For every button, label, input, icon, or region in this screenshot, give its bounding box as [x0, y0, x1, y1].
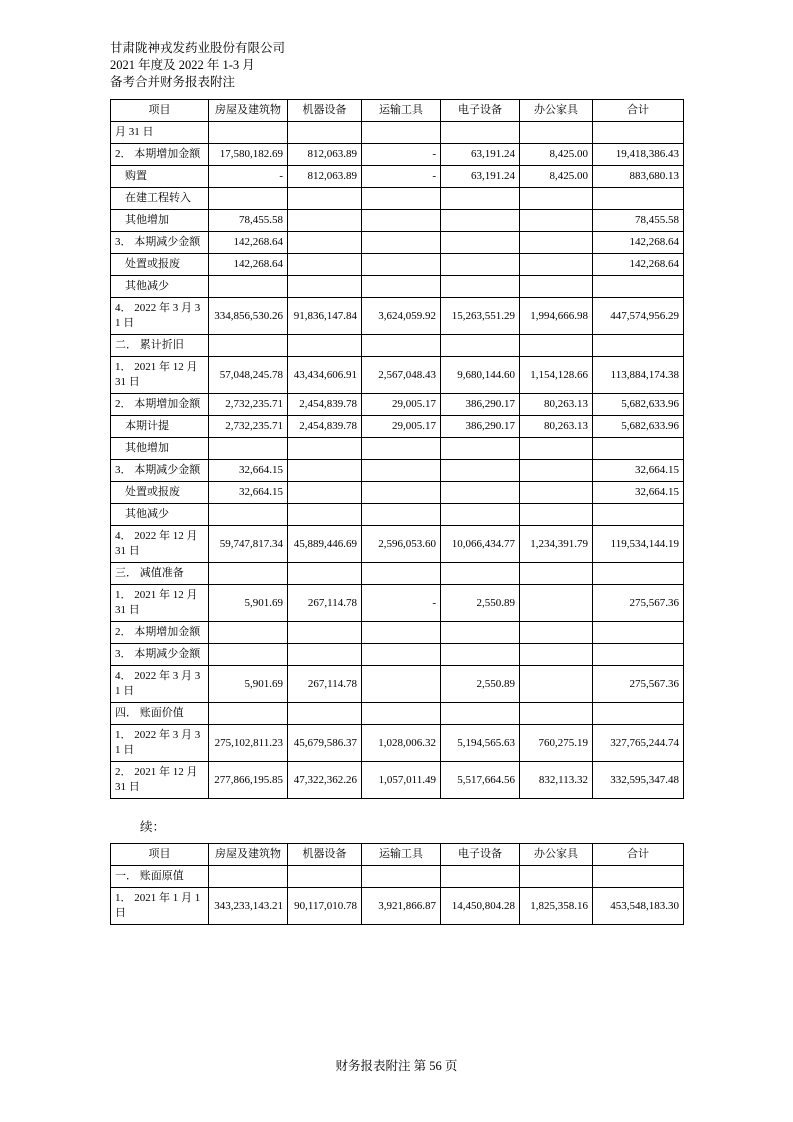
row-value	[593, 703, 684, 725]
row-value: 29,005.17	[362, 416, 441, 438]
row-value	[288, 504, 362, 526]
row-value	[520, 122, 593, 144]
row-value: 343,233,143.21	[209, 888, 288, 925]
table-row	[111, 526, 684, 563]
row-value	[520, 666, 593, 703]
table-row	[111, 335, 684, 357]
fixed-assets-table-part2	[110, 843, 684, 925]
col-header-machinery: 机器设备	[288, 844, 362, 866]
row-label: 三． 减值准备	[111, 563, 209, 585]
row-value	[362, 622, 441, 644]
row-value	[593, 622, 684, 644]
row-label: 二． 累计折旧	[111, 335, 209, 357]
row-value	[362, 666, 441, 703]
row-value	[362, 210, 441, 232]
row-value: 78,455.58	[209, 210, 288, 232]
row-value: 91,836,147.84	[288, 298, 362, 335]
table-row	[111, 122, 684, 144]
row-value	[209, 563, 288, 585]
row-label: 2． 2021 年 12 月 31 日	[111, 762, 209, 799]
row-value	[593, 122, 684, 144]
row-value	[209, 703, 288, 725]
row-value	[441, 232, 520, 254]
row-value	[520, 482, 593, 504]
table-row	[111, 394, 684, 416]
row-label: 本期计提	[111, 416, 209, 438]
row-label: 4． 2022 年 3 月 31 日	[111, 298, 209, 335]
continued-label: 续：	[140, 820, 166, 834]
row-value: 332,595,347.48	[593, 762, 684, 799]
row-value: 142,268.64	[593, 232, 684, 254]
row-value	[362, 335, 441, 357]
row-value	[362, 563, 441, 585]
row-value: 1,825,358.16	[520, 888, 593, 925]
table-row	[111, 144, 684, 166]
row-value: 1,028,006.32	[362, 725, 441, 762]
table-row	[111, 188, 684, 210]
row-label: 购置	[111, 166, 209, 188]
row-label: 3． 本期减少金额	[111, 232, 209, 254]
row-label: 其他增加	[111, 438, 209, 460]
row-value: 267,114.78	[288, 585, 362, 622]
row-value: 142,268.64	[593, 254, 684, 276]
row-value: 142,268.64	[209, 254, 288, 276]
row-value	[441, 276, 520, 298]
row-value	[209, 622, 288, 644]
row-value: 45,679,586.37	[288, 725, 362, 762]
row-value: 334,856,530.26	[209, 298, 288, 335]
row-value	[441, 644, 520, 666]
row-value: 812,063.89	[288, 166, 362, 188]
row-value	[362, 703, 441, 725]
report-period: 2021 年度及 2022 年 1-3 月	[110, 58, 255, 72]
row-value: 9,680,144.60	[441, 357, 520, 394]
table-row	[111, 666, 684, 703]
row-value: 453,548,183.30	[593, 888, 684, 925]
company-name: 甘肃陇神戎发药业股份有限公司	[110, 41, 286, 55]
row-value	[520, 585, 593, 622]
col-header-vehicles: 运输工具	[362, 100, 441, 122]
table-row	[111, 298, 684, 335]
row-value: -	[362, 166, 441, 188]
row-value: 2,596,053.60	[362, 526, 441, 563]
table-row	[111, 438, 684, 460]
page-content	[110, 40, 683, 925]
row-value	[520, 335, 593, 357]
row-value: 32,664.15	[593, 482, 684, 504]
table-row	[111, 703, 684, 725]
row-value: 80,263.13	[520, 394, 593, 416]
row-value: 2,567,048.43	[362, 357, 441, 394]
table-row	[111, 622, 684, 644]
row-value: 5,682,633.96	[593, 394, 684, 416]
row-value: 275,102,811.23	[209, 725, 288, 762]
page-footer: 财务报表附注 第 56 页	[335, 1059, 458, 1073]
row-value: 59,747,817.34	[209, 526, 288, 563]
table-row	[111, 563, 684, 585]
row-value	[362, 504, 441, 526]
col-header-machinery: 机器设备	[288, 100, 362, 122]
row-value: 2,732,235.71	[209, 416, 288, 438]
row-label: 在建工程转入	[111, 188, 209, 210]
row-value: 78,455.58	[593, 210, 684, 232]
col-header-item: 项目	[111, 100, 209, 122]
row-value	[362, 866, 441, 888]
row-label: 3． 本期减少金额	[111, 644, 209, 666]
table-header-row	[111, 844, 684, 866]
row-value	[288, 276, 362, 298]
row-value: 812,063.89	[288, 144, 362, 166]
row-value: 10,066,434.77	[441, 526, 520, 563]
row-value	[209, 644, 288, 666]
col-header-buildings: 房屋及建筑物	[209, 100, 288, 122]
row-value	[209, 188, 288, 210]
row-value: 1,154,128.66	[520, 357, 593, 394]
row-value	[288, 460, 362, 482]
row-value: 8,425.00	[520, 144, 593, 166]
row-value	[520, 504, 593, 526]
row-label: 1． 2021 年 1 月 1 日	[111, 888, 209, 925]
row-value: 32,664.15	[209, 482, 288, 504]
row-value: 15,263,551.29	[441, 298, 520, 335]
row-label: 1． 2021 年 12 月 31 日	[111, 357, 209, 394]
row-value: -	[209, 166, 288, 188]
row-value	[362, 254, 441, 276]
row-value	[288, 622, 362, 644]
row-value: 47,322,362.26	[288, 762, 362, 799]
row-value: 883,680.13	[593, 166, 684, 188]
row-label: 一． 账面原值	[111, 866, 209, 888]
row-value: 386,290.17	[441, 416, 520, 438]
table-row	[111, 762, 684, 799]
table-header-row	[111, 100, 684, 122]
row-value: 8,425.00	[520, 166, 593, 188]
row-value: 267,114.78	[288, 666, 362, 703]
document-header	[110, 40, 683, 91]
table-row	[111, 482, 684, 504]
row-value	[520, 210, 593, 232]
row-value: 3,921,866.87	[362, 888, 441, 925]
row-value	[288, 232, 362, 254]
table-row	[111, 276, 684, 298]
row-value: 327,765,244.74	[593, 725, 684, 762]
col-header-vehicles: 运输工具	[362, 844, 441, 866]
row-value: 2,454,839.78	[288, 394, 362, 416]
row-value: 32,664.15	[209, 460, 288, 482]
row-value	[441, 460, 520, 482]
row-value	[593, 563, 684, 585]
row-value: 17,580,182.69	[209, 144, 288, 166]
table-row	[111, 254, 684, 276]
col-header-total: 合计	[593, 100, 684, 122]
row-value: 63,191.24	[441, 144, 520, 166]
row-value	[520, 188, 593, 210]
row-value	[441, 504, 520, 526]
row-value	[441, 866, 520, 888]
row-value	[209, 335, 288, 357]
row-value: 80,263.13	[520, 416, 593, 438]
row-value	[362, 644, 441, 666]
row-value	[441, 210, 520, 232]
row-label: 其他增加	[111, 210, 209, 232]
col-header-buildings: 房屋及建筑物	[209, 844, 288, 866]
row-label: 4． 2022 年 3 月 31 日	[111, 666, 209, 703]
row-value: 2,550.89	[441, 666, 520, 703]
col-header-item: 项目	[111, 844, 209, 866]
col-header-electronics: 电子设备	[441, 844, 520, 866]
col-header-electronics: 电子设备	[441, 100, 520, 122]
row-value	[441, 563, 520, 585]
row-value: 5,194,565.63	[441, 725, 520, 762]
row-value: 57,048,245.78	[209, 357, 288, 394]
row-value	[362, 460, 441, 482]
row-value	[593, 438, 684, 460]
row-value: 2,454,839.78	[288, 416, 362, 438]
row-label: 4． 2022 年 12 月 31 日	[111, 526, 209, 563]
row-value: 2,732,235.71	[209, 394, 288, 416]
table-row	[111, 866, 684, 888]
table-row	[111, 725, 684, 762]
table-row	[111, 504, 684, 526]
row-value	[441, 188, 520, 210]
row-value: 113,884,174.38	[593, 357, 684, 394]
row-value	[362, 232, 441, 254]
table-row	[111, 232, 684, 254]
row-value: -	[362, 585, 441, 622]
row-value: 5,901.69	[209, 666, 288, 703]
row-label: 处置或报废	[111, 254, 209, 276]
row-value	[362, 482, 441, 504]
row-value	[520, 644, 593, 666]
row-value	[288, 438, 362, 460]
row-value: -	[362, 144, 441, 166]
row-label: 1． 2022 年 3 月 31 日	[111, 725, 209, 762]
row-value	[520, 563, 593, 585]
row-value	[593, 866, 684, 888]
row-value	[288, 703, 362, 725]
row-value	[362, 438, 441, 460]
row-value: 14,450,804.28	[441, 888, 520, 925]
row-value	[593, 644, 684, 666]
row-label: 其他减少	[111, 276, 209, 298]
row-label: 处置或报废	[111, 482, 209, 504]
row-label: 四． 账面价值	[111, 703, 209, 725]
row-value	[520, 232, 593, 254]
row-value	[441, 122, 520, 144]
row-value	[209, 866, 288, 888]
col-header-total: 合计	[593, 844, 684, 866]
row-label: 3． 本期减少金额	[111, 460, 209, 482]
row-value	[520, 703, 593, 725]
row-value: 63,191.24	[441, 166, 520, 188]
row-value: 90,117,010.78	[288, 888, 362, 925]
row-value	[362, 276, 441, 298]
table-row	[111, 166, 684, 188]
row-value	[288, 122, 362, 144]
row-value	[441, 482, 520, 504]
row-value	[441, 335, 520, 357]
row-value: 45,889,446.69	[288, 526, 362, 563]
row-value: 2,550.89	[441, 585, 520, 622]
table-row	[111, 585, 684, 622]
row-value	[520, 254, 593, 276]
row-value	[441, 703, 520, 725]
row-value	[209, 122, 288, 144]
row-value	[593, 504, 684, 526]
table-row	[111, 416, 684, 438]
row-value: 1,994,666.98	[520, 298, 593, 335]
row-value	[593, 335, 684, 357]
row-value	[520, 460, 593, 482]
row-value	[520, 866, 593, 888]
row-value: 275,567.36	[593, 666, 684, 703]
row-value	[441, 254, 520, 276]
row-value	[288, 188, 362, 210]
row-value: 142,268.64	[209, 232, 288, 254]
row-value: 1,234,391.79	[520, 526, 593, 563]
row-value	[362, 188, 441, 210]
table-row	[111, 357, 684, 394]
row-value	[209, 438, 288, 460]
row-value	[520, 622, 593, 644]
row-value: 119,534,144.19	[593, 526, 684, 563]
row-value: 5,682,633.96	[593, 416, 684, 438]
row-value: 447,574,956.29	[593, 298, 684, 335]
row-value	[288, 210, 362, 232]
row-value	[441, 622, 520, 644]
fixed-assets-table-part1	[110, 99, 684, 799]
row-value	[288, 563, 362, 585]
row-value	[288, 866, 362, 888]
row-label: 其他减少	[111, 504, 209, 526]
row-value	[209, 276, 288, 298]
row-value: 3,624,059.92	[362, 298, 441, 335]
row-value: 275,567.36	[593, 585, 684, 622]
row-value: 386,290.17	[441, 394, 520, 416]
col-header-furniture: 办公家具	[520, 844, 593, 866]
table-row	[111, 644, 684, 666]
row-value	[288, 482, 362, 504]
row-value	[288, 644, 362, 666]
row-label: 2． 本期增加金额	[111, 622, 209, 644]
row-value: 760,275.19	[520, 725, 593, 762]
row-value	[593, 188, 684, 210]
row-value: 5,901.69	[209, 585, 288, 622]
row-label: 月 31 日	[111, 122, 209, 144]
row-label: 2． 本期增加金额	[111, 144, 209, 166]
row-value: 19,418,386.43	[593, 144, 684, 166]
row-value: 277,866,195.85	[209, 762, 288, 799]
row-value: 29,005.17	[362, 394, 441, 416]
row-value: 832,113.32	[520, 762, 593, 799]
row-value: 43,434,606.91	[288, 357, 362, 394]
row-value: 32,664.15	[593, 460, 684, 482]
row-value	[520, 438, 593, 460]
row-value: 1,057,011.49	[362, 762, 441, 799]
row-value	[593, 276, 684, 298]
col-header-furniture: 办公家具	[520, 100, 593, 122]
table-row	[111, 460, 684, 482]
report-title: 备考合并财务报表附注	[110, 75, 236, 89]
row-value	[520, 276, 593, 298]
row-value	[362, 122, 441, 144]
row-value: 5,517,664.56	[441, 762, 520, 799]
table-row	[111, 888, 684, 925]
row-label: 2． 本期增加金额	[111, 394, 209, 416]
row-value	[288, 335, 362, 357]
row-value	[441, 438, 520, 460]
table-row	[111, 210, 684, 232]
row-value	[209, 504, 288, 526]
row-value	[288, 254, 362, 276]
row-label: 1． 2021 年 12 月 31 日	[111, 585, 209, 622]
